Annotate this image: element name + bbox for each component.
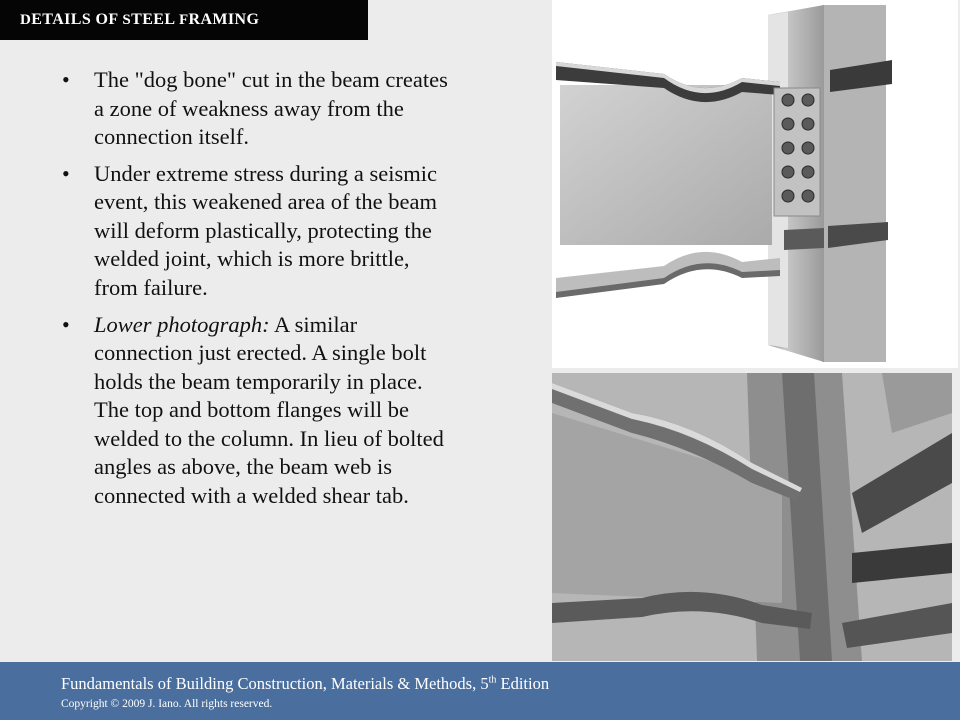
erected-connection-photo (552, 373, 952, 661)
footer (0, 662, 960, 720)
footer-copyright: Copyright © 2009 J. Iano. All rights reserved. (61, 698, 273, 710)
title-text: DETAILS OF STEEL FRAMING (20, 11, 260, 28)
bullet-item: • The "dog bone" cut in the beam creates a zone of weakness away from the connection itself. (62, 66, 454, 152)
illustration-drawing (552, 0, 958, 368)
bullet-item: • Under extreme stress during a seismic event, this weakened area of the beam will deform plastically, protecting the welded joint, which is more brittle, from failure. (62, 160, 454, 303)
footer-book-title: Fundamentals of Building Construction, Materials & Methods, 5th Edition (61, 674, 550, 693)
photo-drawing (552, 373, 952, 661)
bullet-item: • Lower photograph: A similar connection just erected. A single bolt holds the beam temporarily in place. The top and bottom flanges will be welded to the column. In lieu of bolted angles as above, the beam web is connected with a welded shear tab. (62, 311, 454, 511)
bullet-list (62, 66, 454, 518)
steel-connection-illustration (552, 0, 958, 368)
slide-title (0, 0, 368, 40)
bullet-lead: Lower photograph: (94, 311, 270, 337)
